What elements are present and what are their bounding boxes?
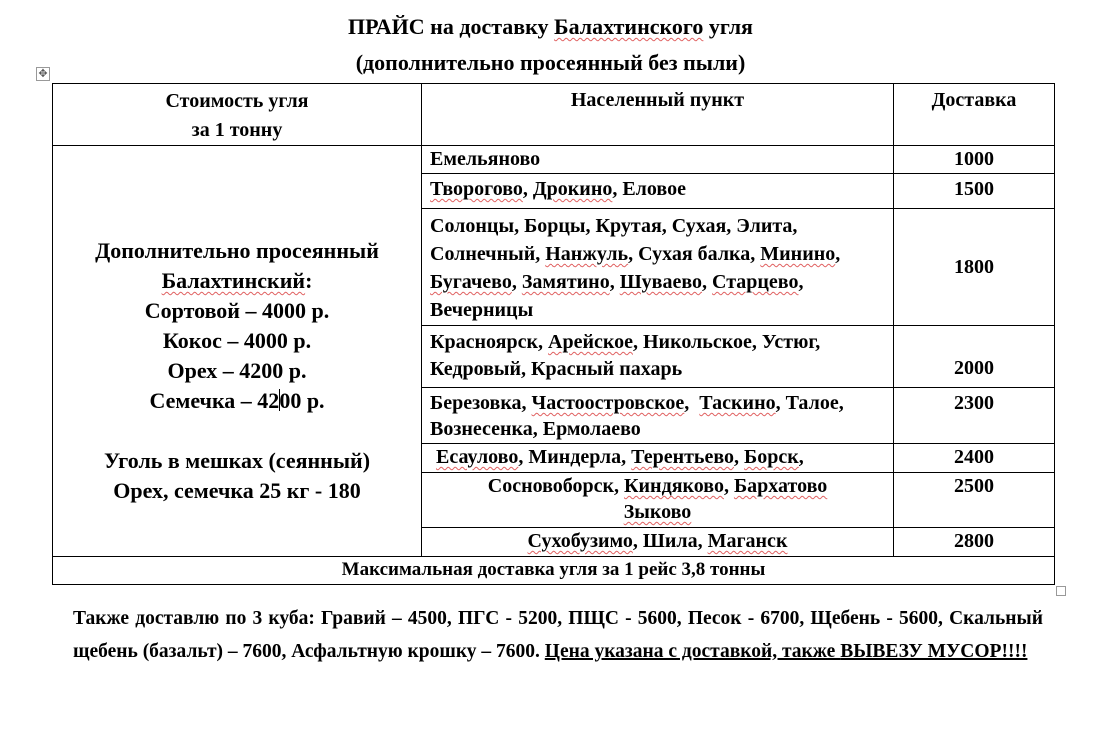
locality-cell: Сухобузимо, Шила, Маганск — [422, 528, 894, 557]
delivery-price: 2300 — [894, 388, 1055, 444]
locality-cell: Сосновоборск, Киндяково, Бархатово Зыково — [422, 473, 894, 528]
header-price — [53, 84, 422, 146]
coal-type-line: Дополнительно просеянный — [95, 238, 379, 263]
locality: Бугачево — [430, 271, 512, 293]
locality: Борск — [744, 446, 799, 468]
delivery-price: 2000 — [894, 326, 1055, 388]
document-subtitle: (дополнительно просеянный без пыли) — [355, 50, 746, 75]
bags-title: Уголь в мешках (сеянный) — [103, 448, 371, 473]
header-price-line1: Стоимость угля — [165, 90, 309, 112]
additional-services-paragraph — [73, 602, 1043, 668]
header-locality: Населенный пункт — [422, 84, 894, 146]
table-header-row — [53, 84, 1055, 146]
locality: Арейское — [548, 331, 633, 353]
bags-price: Орех, семечка 25 кг - 180 — [113, 478, 361, 503]
coal-price-item: Кокос – 4000 р. — [162, 328, 312, 353]
delivery-price: 1800 — [894, 209, 1055, 326]
table-resize-handle-icon[interactable] — [1056, 586, 1066, 596]
title-part: ПРАЙС на доставку — [348, 14, 555, 39]
coal-price-cell — [53, 146, 422, 557]
title-part: угля — [703, 14, 753, 39]
colon: : — [305, 268, 313, 293]
delivery-price: 2400 — [894, 444, 1055, 473]
locality-cell: Творогово, Дрокино, Еловое — [422, 174, 894, 209]
price-text: Семечка – 42 — [149, 388, 280, 413]
delivery-price: 1500 — [894, 174, 1055, 209]
document-title — [0, 14, 1101, 40]
locality: Частоостровское — [531, 392, 685, 414]
price-includes-delivery-note: Цена указана с доставкой, также — [544, 641, 841, 662]
table-move-handle-icon[interactable]: ✥ — [36, 67, 50, 81]
delivery-price: 1000 — [894, 146, 1055, 174]
locality: Творогово — [430, 178, 523, 200]
spacer — [61, 416, 413, 446]
locality-cell: Красноярск, Арейское, Никольское, Устюг, Кедровый, Красный пахарь — [422, 326, 894, 388]
spellcheck-word: Балахтинский — [161, 268, 306, 293]
locality-cell: Солонцы, Борцы, Крутая, Сухая, Элита, Солнечный, Нанжуль, Сухая балка, Минино, Бугачево, Замятино, Шуваево, Старцево, Вечерницы — [422, 209, 894, 326]
header-delivery: Доставка — [894, 84, 1055, 146]
max-delivery-note: Максимальная доставка угля за 1 рейс 3,8 тонны — [53, 557, 1055, 585]
price-table — [52, 83, 1055, 585]
coal-brand-line — [61, 266, 413, 296]
locality: Таскино — [699, 392, 776, 414]
locality: Шуваево — [619, 271, 703, 293]
spellcheck-word: Балахтинского — [554, 14, 704, 39]
coal-price-item[interactable] — [61, 386, 413, 416]
locality: Замятино — [521, 271, 610, 293]
locality: Сухобузимо — [527, 530, 633, 552]
locality: Терентьево — [631, 446, 735, 468]
locality: Есаулово — [436, 446, 519, 468]
delivery-price: 2800 — [894, 528, 1055, 557]
locality: Маганск — [707, 530, 788, 552]
locality: Минино — [760, 243, 836, 265]
locality: Зыково — [623, 501, 692, 523]
table-footer-row — [53, 557, 1055, 585]
locality: Еловое — [622, 178, 686, 200]
locality: Дрокино — [532, 178, 613, 200]
garbage-removal-note: ВЫВЕЗУ МУСОР!!!! — [840, 641, 1028, 662]
locality-cell: Емельяново — [422, 146, 894, 174]
price-text: 00 р. — [279, 388, 325, 413]
locality: Старцево — [712, 271, 799, 293]
locality: Киндяково — [624, 475, 724, 497]
coal-price-item: Сортовой – 4000 р. — [144, 298, 330, 323]
locality: Нанжуль — [545, 243, 629, 265]
table-row — [53, 146, 1055, 174]
coal-price-item: Орех – 4200 р. — [167, 358, 307, 383]
locality-cell: Есаулово, Миндерла, Терентьево, Борск, — [422, 444, 894, 473]
locality-cell: Березовка, Частоостровское, Таскино, Талое, Вознесенка, Ермолаево — [422, 388, 894, 444]
services-text: Также доставлю по 3 куба: Гравий – 4500, ПГС - 5200, ПЩС - 5600, Песок - 6700, Щебень - 5600, Скальный щебень (базальт) – 7600, Асфальтную крошку – 7600. — [73, 608, 1043, 662]
header-price-line2: за 1 тонну — [191, 119, 283, 141]
locality: Бархатово — [733, 475, 828, 497]
delivery-price: 2500 — [894, 473, 1055, 528]
